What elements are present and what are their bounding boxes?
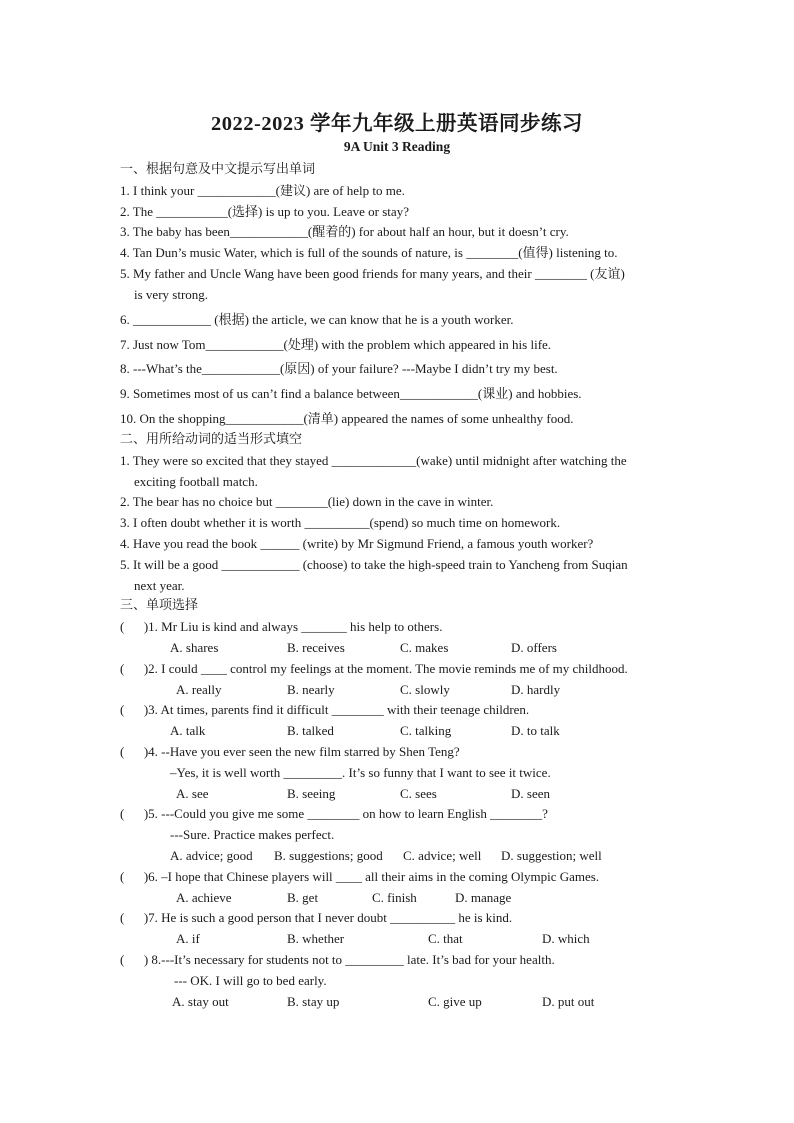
question-5-option-a: A. advice; good [170,848,253,863]
section1-item-5-cont: is very strong. [134,287,209,302]
section2-heading: 二、用所给动词的适当形式填空 [120,432,303,447]
question-1-option-b: B. receives [287,640,345,655]
section1-item-5: 5. My father and Uncle Wang have been good friends for many years, and their ________ (友谊) [120,266,625,281]
question-5-stem: )5. ---Could you give me some ________ on how to learn English ________? [143,806,548,821]
question-2-stem: )2. I could ____ control my feelings at the moment. The movie reminds me of my childhood. [143,661,628,676]
question-6-stem: )6. –I hope that Chinese players will ____ all their aims in the coming Olympic Games. [143,869,600,884]
section1-item-7: 7. Just now Tom____________(处理) with the problem which appeared in his life. [120,337,552,352]
page-subtitle: 9A Unit 3 Reading [343,139,451,154]
question-4-stem-cont: –Yes, it is well worth _________. It’s so funny that I want to see it twice. [170,765,551,780]
section1-item-1: 1. I think your ____________(建议) are of help to me. [120,183,405,198]
question-7-option-d: D. which [542,931,590,946]
question-1-option-d: D. offers [511,640,557,655]
question-3-option-b: B. talked [287,723,334,738]
question-4: ( )4. --Have you ever seen the new film starred by Shen Teng? [120,744,460,759]
question-8-option-c: C. give up [428,994,482,1009]
section2-item-1-cont: exciting football match. [134,474,258,489]
question-8-option-b: B. stay up [287,994,340,1009]
question-1-stem: )1. Mr Liu is kind and always _______ his help to others. [143,619,443,634]
page-title: 2022-2023 学年九年级上册英语同步练习 [211,113,583,135]
section1-heading: 一、根据句意及中文提示写出单词 [120,162,316,177]
section2-item-3: 3. I often doubt whether it is worth __________(spend) so much time on homework. [120,515,561,530]
section1-item-6: 6. ____________ (根据) the article, we can know that he is a youth worker. [120,312,514,327]
section3-heading: 三、单项选择 [120,598,199,613]
question-5-option-c: C. advice; well [403,848,482,863]
section1-item-10: 10. On the shopping____________(清单) appeared the names of some unhealthy food. [120,411,574,426]
question-6-option-a: A. achieve [176,890,232,905]
section1-item-9: 9. Sometimes most of us can’t find a balance between____________(课业) and hobbies. [120,386,582,401]
question-8-stem-cont: --- OK. I will go to bed early. [174,973,327,988]
question-2-option-b: B. nearly [287,682,335,697]
question-3-option-a: A. talk [170,723,206,738]
question-3: ( )3. At times, parents find it difficult ________ with their teenage children. [120,702,530,717]
question-5-stem-cont: ---Sure. Practice makes perfect. [170,827,335,842]
question-7-option-c: C. that [428,931,463,946]
section1-item-4: 4. Tan Dun’s music Water, which is full of the sounds of nature, is ________(值得) listening to. [120,245,618,260]
question-4-option-b: B. seeing [287,786,336,801]
section1-item-8: 8. ---What’s the____________(原因) of your failure? ---Maybe I didn’t try my best. [120,361,558,376]
question-2-option-d: D. hardly [511,682,561,697]
section2-item-5: 5. It will be a good ____________ (choose) to take the high-speed train to Yancheng from Suqian [120,557,628,572]
question-8-option-d: D. put out [542,994,595,1009]
question-3-option-c: C. talking [400,723,452,738]
question-1-option-a: A. shares [170,640,219,655]
question-6: ( )6. –I hope that Chinese players will ____ all their aims in the coming Olympic Games. [120,869,600,884]
question-7-option-b: B. whether [287,931,345,946]
section2-item-1: 1. They were so excited that they stayed _____________(wake) until midnight after watching the [120,453,627,468]
question-5-option-b: B. suggestions; good [274,848,383,863]
question-4-stem: )4. --Have you ever seen the new film starred by Shen Teng? [143,744,460,759]
question-8-stem: ) 8.---It’s necessary for students not to _________ late. It’s bad for your health. [143,952,555,967]
question-7: ( )7. He is such a good person that I never doubt __________ he is kind. [120,910,513,925]
question-6-option-d: D. manage [455,890,512,905]
question-8-option-a: A. stay out [172,994,229,1009]
question-3-stem: )3. At times, parents find it difficult ________ with their teenage children. [143,702,530,717]
question-6-option-b: B. get [287,890,319,905]
section2-item-4: 4. Have you read the book ______ (write) by Mr Sigmund Friend, a famous youth worker? [120,536,594,551]
question-7-option-a: A. if [176,931,200,946]
question-6-option-c: C. finish [372,890,417,905]
section1-item-3: 3. The baby has been____________(醒着的) for about half an hour, but it doesn’t cry. [120,224,569,239]
question-4-option-c: C. sees [400,786,437,801]
question-2: ( )2. I could ____ control my feelings at the moment. The movie reminds me of my childhood. [120,661,628,676]
question-4-option-d: D. seen [511,786,550,801]
question-5-option-d: D. suggestion; well [501,848,602,863]
question-2-option-a: A. really [176,682,222,697]
question-4-option-a: A. see [176,786,209,801]
question-5: ( )5. ---Could you give me some ________ on how to learn English ________? [120,806,548,821]
question-8: ( ) 8.---It’s necessary for students not to _________ late. It’s bad for your health. [120,952,555,967]
question-1-option-c: C. makes [400,640,449,655]
question-2-option-c: C. slowly [400,682,450,697]
section2-item-5-cont: next year. [134,578,185,593]
question-1: ( )1. Mr Liu is kind and always _______ his help to others. [120,619,443,634]
question-3-option-d: D. to talk [511,723,560,738]
section1-item-2: 2. The ___________(选择) is up to you. Leave or stay? [120,204,409,219]
section2-item-2: 2. The bear has no choice but ________(lie) down in the cave in winter. [120,494,494,509]
question-7-stem: )7. He is such a good person that I never doubt __________ he is kind. [143,910,513,925]
